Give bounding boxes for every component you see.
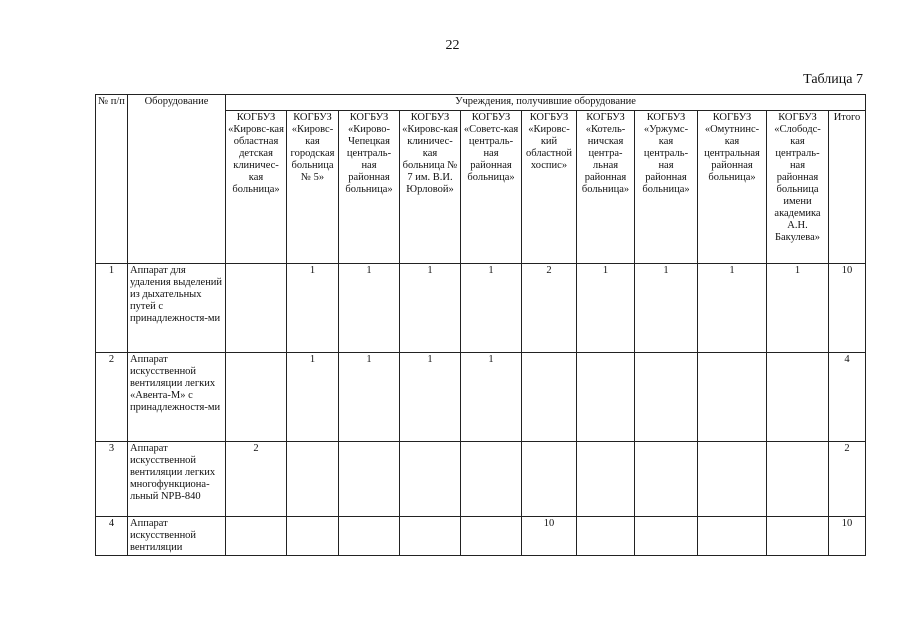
total-cell: 10: [829, 264, 866, 353]
quantity-cell: 1: [287, 353, 339, 442]
quantity-cell: [226, 264, 287, 353]
header-institution: КОГБУЗ «Кировс-кая областная детская клиничес-кая больница»: [226, 111, 287, 264]
row-number: 4: [96, 517, 128, 556]
header-institution: КОГБУЗ «Кирово-Чепецкая централь-ная районная больница»: [339, 111, 400, 264]
quantity-cell: [226, 517, 287, 556]
quantity-cell: [522, 442, 577, 517]
quantity-cell: [339, 517, 400, 556]
table-row: [96, 353, 866, 442]
quantity-cell: [400, 442, 461, 517]
header-institution: КОГБУЗ «Омутнинс-кая центральная районная больница»: [698, 111, 767, 264]
quantity-cell: [461, 517, 522, 556]
quantity-cell: 1: [287, 264, 339, 353]
header-equipment: Оборудование: [128, 95, 226, 264]
quantity-cell: 1: [577, 264, 635, 353]
quantity-cell: 1: [339, 264, 400, 353]
equipment-table: [95, 94, 866, 556]
quantity-cell: [287, 517, 339, 556]
header-institution: КОГБУЗ «Уржумс-кая централь-ная районная больница»: [635, 111, 698, 264]
total-cell: 4: [829, 353, 866, 442]
quantity-cell: [698, 442, 767, 517]
quantity-cell: [635, 517, 698, 556]
table-row: [96, 264, 866, 353]
total-cell: 10: [829, 517, 866, 556]
quantity-cell: [767, 353, 829, 442]
row-number: 3: [96, 442, 128, 517]
quantity-cell: 10: [522, 517, 577, 556]
quantity-cell: [577, 517, 635, 556]
quantity-cell: [577, 353, 635, 442]
quantity-cell: 1: [698, 264, 767, 353]
quantity-cell: 1: [767, 264, 829, 353]
quantity-cell: [767, 442, 829, 517]
quantity-cell: 1: [400, 353, 461, 442]
row-number: 1: [96, 264, 128, 353]
header-institution: КОГБУЗ «Кировс-кая клиничес-кая больница № 7 им. В.И. Юрловой»: [400, 111, 461, 264]
page-number: 22: [445, 38, 460, 53]
quantity-cell: [635, 442, 698, 517]
quantity-cell: [287, 442, 339, 517]
quantity-cell: 1: [461, 353, 522, 442]
header-institution: КОГБУЗ «Кировс-кая городская больница № 5»: [287, 111, 339, 264]
quantity-cell: [698, 517, 767, 556]
quantity-cell: [400, 517, 461, 556]
quantity-cell: [698, 353, 767, 442]
quantity-cell: 1: [635, 264, 698, 353]
quantity-cell: 1: [400, 264, 461, 353]
equipment-name: Аппарат искусственной вентиляции легких «Авента-М» с принадлежностя-ми: [128, 353, 226, 442]
row-number: 2: [96, 353, 128, 442]
quantity-cell: 2: [522, 264, 577, 353]
header-total: Итого: [829, 111, 866, 264]
header-row-group: [96, 95, 866, 111]
total-cell: 2: [829, 442, 866, 517]
header-institution: КОГБУЗ «Советс-кая централь-ная районная больница»: [461, 111, 522, 264]
quantity-cell: [635, 353, 698, 442]
quantity-cell: 2: [226, 442, 287, 517]
header-institutions-group: Учреждения, получившие оборудование: [226, 95, 866, 111]
quantity-cell: [339, 442, 400, 517]
table-row: [96, 517, 866, 556]
equipment-name: Аппарат для удаления выделений из дыхательных путей с принадлежностя-ми: [128, 264, 226, 353]
header-institution: КОГБУЗ «Кировс-кий областной хоспис»: [522, 111, 577, 264]
quantity-cell: [767, 517, 829, 556]
quantity-cell: [461, 442, 522, 517]
table-row: [96, 442, 866, 517]
quantity-cell: 1: [461, 264, 522, 353]
header-institution: КОГБУЗ «Слободс-кая централь-ная районная больница имени академика А.Н. Бакулева»: [767, 111, 829, 264]
quantity-cell: [522, 353, 577, 442]
table-caption: Таблица 7: [803, 72, 863, 87]
equipment-name: Аппарат искусственной вентиляции легких многофункциона-льный NPB-840: [128, 442, 226, 517]
header-no: № п/п: [96, 95, 128, 264]
quantity-cell: [226, 353, 287, 442]
equipment-name: Аппарат искусственной вентиляции: [128, 517, 226, 556]
quantity-cell: [577, 442, 635, 517]
header-institution: КОГБУЗ «Котель-ничская центра-льная районная больница»: [577, 111, 635, 264]
quantity-cell: 1: [339, 353, 400, 442]
